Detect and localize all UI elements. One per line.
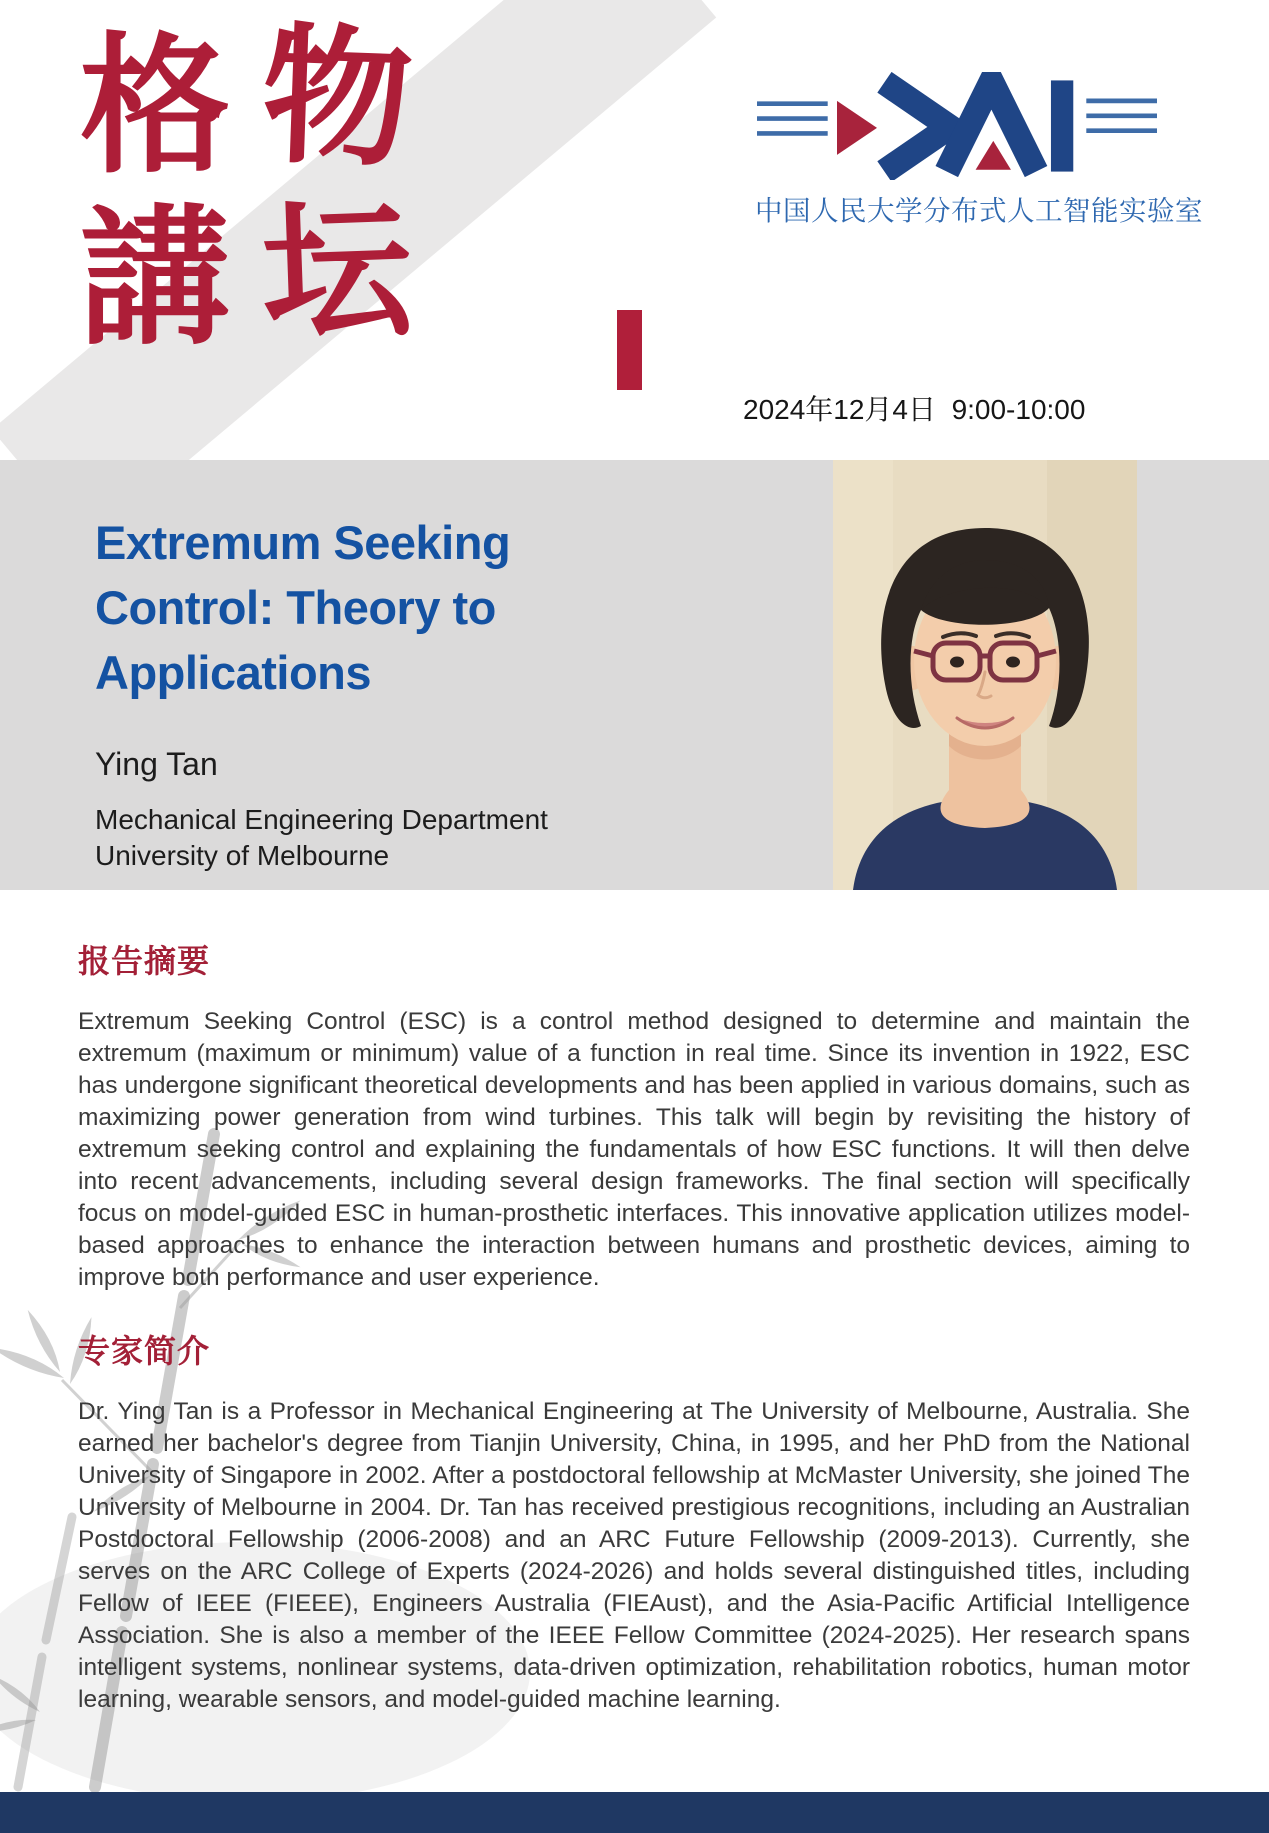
affiliation-department: Mechanical Engineering Department: [95, 804, 548, 835]
footer-bar: [0, 1792, 1269, 1833]
calligraphy-char: 物: [259, 7, 416, 189]
abstract-section: [78, 936, 1190, 1294]
abstract-body: Extremum Seeking Control (ESC) is a control method designed to determine and maintain the extremum (maximum or minimum) value of a function in real time. Since its invention in 1922, ESC has undergone significant theoretical developments and has been applied in various domains, such as maximizing power generation from wind turbines. This talk will begin by revisiting the history of extremum seeking control and explaining the fundamentals of how ESC functions. It will then delve into recent advancements, including several design frameworks. The final section will specifically focus on model-guided ESC in human-prosthetic interfaces. This innovative application utilizes model-based approaches to enhance the interaction between humans and prosthetic devices, aiming to improve both performance and user experience.: [78, 1008, 1190, 1291]
lab-name-caption: 中国人民大学分布式人工智能实验室: [755, 195, 1203, 226]
bio-body: Dr. Ying Tan is a Professor in Mechanical Engineering at The University of Melbourne, Australia. She earned her bachelor's degree from Tianjin University, China, in 1995, and her PhD from the National University of Singapore in 2002. After a postdoctoral fellowship at McMaster University, she joined The University of Melbourne in 2004. Dr. Tan has received prestigious recognitions, including an Australian Postdoctoral Fellowship (2006-2008) and an ARC Future Fellowship (2009-2013). Currently, she serves on the ARC College of Experts (2024-2026) and holds several distinguished titles, including Fellow of IEEE (FIEEE), Engineers Australia (FIEAust), and the Asia-Pacific Artificial Intelligence Association. She is also a member of the IEEE Fellow Committee (2024-2025). Her research spans intelligent systems, nonlinear systems, data-driven optimization, rehabilitation robotics, human motor learning, wearable sensors, and model-guided machine learning.: [78, 1398, 1190, 1713]
event-datetime: 2024年12月4日 9:00-10:00: [743, 394, 1086, 425]
lab-logo-block: [745, 72, 1215, 228]
speaker-photo: [833, 460, 1137, 890]
calligraphy-char: 格: [79, 18, 230, 194]
bio-section: [78, 1326, 1190, 1716]
abstract-heading: 报告摘要: [78, 943, 211, 979]
dai-logo-icon: [757, 72, 1157, 180]
red-accent-bar: [617, 310, 642, 390]
hero-band: [0, 460, 1269, 890]
speaker-name: Ying Tan: [95, 746, 218, 782]
speaker-affiliation: [95, 802, 548, 874]
affiliation-university: University of Melbourne: [95, 840, 390, 871]
calligraphy-char: 坛: [258, 181, 415, 363]
talk-title: Extremum Seeking Control: Theory to Applications: [95, 516, 511, 699]
calligraphy-char: 講: [79, 190, 230, 366]
forum-calligraphy-logo: [64, 7, 428, 366]
bio-heading: 专家简介: [78, 1333, 211, 1369]
